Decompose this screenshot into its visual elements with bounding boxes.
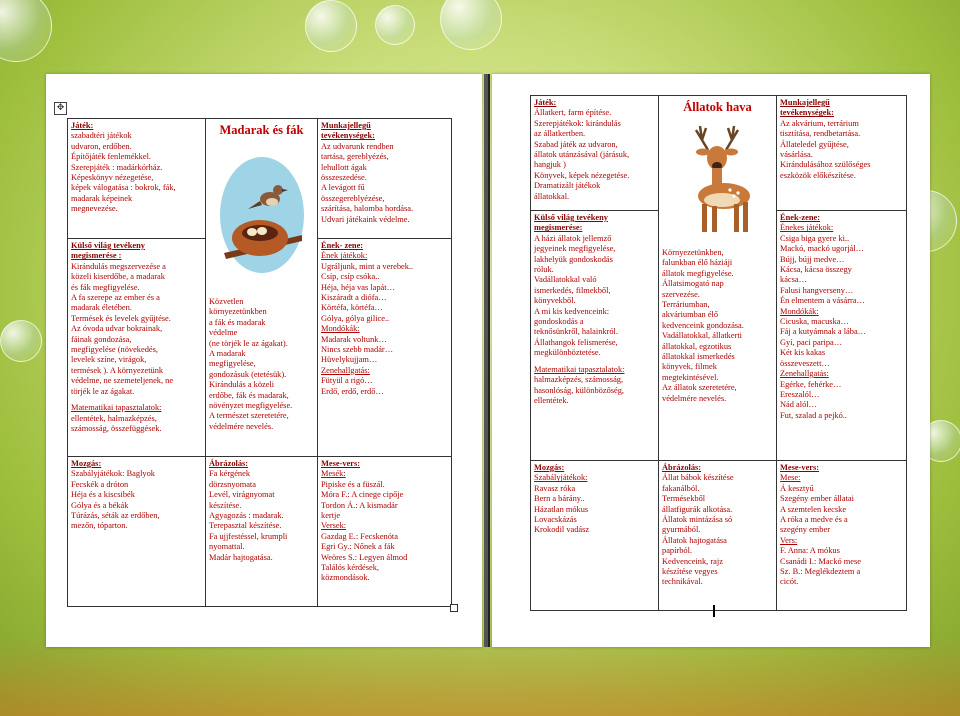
- text-line: készítése.: [209, 500, 242, 510]
- text-line: Ugráljunk, mint a verebek..: [321, 261, 414, 271]
- text-line: Udvari játékaink védelme.: [321, 214, 410, 224]
- bird-nest-illustration: [210, 143, 314, 283]
- subheading: Versek:: [321, 521, 347, 531]
- move-handle-icon[interactable]: ✥: [54, 102, 67, 115]
- text-line: madarak képeinek: [71, 193, 133, 203]
- text-line: jegyeinek megfigyelése,: [534, 244, 616, 254]
- text-line: Fütyül a rigó…: [321, 376, 373, 386]
- text-line: az állatkertben.: [534, 129, 586, 139]
- heading-mozgas: Mozgás:: [71, 459, 102, 468]
- text-line: Gólya és a békák: [71, 500, 129, 510]
- text-line: Ravasz róka: [534, 483, 576, 493]
- text-line: róluk.: [534, 265, 554, 275]
- text-line: lehullott ágak: [321, 162, 367, 172]
- document-page-right[interactable]: [492, 74, 930, 647]
- text-line: ellentétek.: [534, 395, 569, 405]
- cell-abrazolas: [659, 461, 777, 611]
- heading-mese: Mese-vers:: [321, 459, 361, 468]
- subheading-math: Matematikai tapasztalatok:: [534, 364, 625, 374]
- text-line: Kirándulásához szülőséges: [780, 160, 871, 170]
- text-line: falunkban élő háziáji: [662, 258, 733, 268]
- text-line: állatokkal, egzotikus: [662, 341, 732, 351]
- bubble-decoration: [305, 0, 357, 52]
- text-line: megfigyelése (növekedés,: [71, 345, 158, 355]
- text-line: Kácsa, kácsa összegy: [780, 265, 852, 275]
- text-line: Kirándulás megszervezése a: [71, 261, 166, 271]
- text-line: Az udvarunk rendben: [321, 141, 394, 151]
- text-line: Szerepjáték : madárkórház.: [71, 162, 163, 172]
- text-line: összegereblyézése,: [321, 193, 385, 203]
- text-line: Fecskék a dróton: [71, 479, 129, 489]
- text-line: halmazképzés, számosság,: [534, 375, 624, 385]
- text-line: szegény ember: [780, 525, 830, 535]
- text-line: papírból.: [662, 546, 693, 556]
- text-line: Állatsimogató nap: [662, 279, 724, 289]
- text-line: Egri Gy.: Nőnek a fák: [321, 542, 395, 552]
- text-cursor: [713, 605, 715, 617]
- text-line: ellentétek, halmazképzés,: [71, 413, 157, 423]
- cell-munka: [777, 96, 907, 211]
- heading-mese: Mese-vers:: [780, 463, 820, 472]
- text-line: Kedvenceink, rajz: [662, 556, 723, 566]
- text-line: Gólya, gólya gilice..: [321, 313, 390, 323]
- text-line: növényzet megfigyelése.: [209, 401, 293, 411]
- cell-kulso: [531, 211, 659, 461]
- text-line: F. Anna: A mókus: [780, 546, 840, 556]
- text-line: Nád alól…: [780, 400, 817, 410]
- text-line: Csanádi I.: Mackó mese: [780, 556, 861, 566]
- text-line: A fa szerepe az ember és a: [71, 293, 160, 303]
- text-line: Csiga biga gyere ki..: [780, 233, 850, 243]
- document-page-left[interactable]: [46, 74, 482, 647]
- text-line: összeveszett…: [780, 358, 830, 368]
- text-line: képek válogatása : bokrok, fák,: [71, 183, 176, 193]
- text-line: Szerepjátékok: kirándulás: [534, 118, 621, 128]
- text-line: Termések és levelek gyűjtése.: [71, 313, 171, 323]
- text-line: technikával.: [662, 577, 703, 587]
- text-line: Házatlan mókus: [534, 504, 589, 514]
- text-line: hasonlóság, különbözőség,: [534, 385, 625, 395]
- text-line: tartása, gereblyézés,: [321, 152, 389, 162]
- text-line: védelmére nevelés.: [209, 421, 274, 431]
- text-line: lakhelyük gondoskodás: [534, 254, 613, 264]
- text-line: Állat bábok készítése: [662, 473, 734, 483]
- text-line: Móra F.: A cinege cipője: [321, 490, 404, 500]
- text-line: Képeskönyv nézegetése,: [71, 173, 154, 183]
- text-line: Állatok hajtogatása: [662, 535, 727, 545]
- text-line: Agyagozás : madarak.: [209, 511, 284, 521]
- subheading: Vers:: [780, 535, 798, 545]
- text-line: könyvek, filmek: [662, 362, 717, 372]
- subheading: Mese:: [780, 473, 801, 483]
- text-line: Fut, szalad a pejkó..: [780, 410, 847, 420]
- cell-kulso: [68, 239, 206, 457]
- text-line: Fa ujjfestéssel, krumpli: [209, 531, 288, 541]
- text-line: Két kis kakas: [780, 348, 826, 358]
- text-line: Szegény ember állatai: [780, 494, 854, 504]
- text-line: Madár hajtogatása.: [209, 552, 273, 562]
- text-line: kácsa…: [780, 275, 807, 285]
- text-line: Mackó, mackó ugorjál…: [780, 244, 864, 254]
- text-line: tisztítása, rendbetartása.: [780, 129, 861, 139]
- text-line: Pipiske és a füszál.: [321, 479, 385, 489]
- heading-enek: Ének- zene:: [321, 241, 364, 250]
- text-line: Héja és a kiscsibék: [71, 490, 135, 500]
- heading-jatek: Játék:: [71, 121, 94, 130]
- text-line: Krokodil vadász: [534, 525, 590, 535]
- page-divider-line: [488, 74, 490, 647]
- text-line: Csíp, csíp csóka..: [321, 272, 380, 282]
- heading-kulso-2: megismerése:: [534, 223, 583, 233]
- text-line: Vadállatokkal, állatkerti: [662, 331, 742, 341]
- bubble-decoration: [375, 5, 415, 45]
- heading-enek: Ének-zene:: [780, 213, 821, 222]
- text-line: Kiszáradt a diófa…: [321, 293, 387, 303]
- text-line: gondozásuk (etetésük).: [209, 369, 287, 379]
- text-line: állatok utánzásával (járásuk,: [534, 150, 630, 160]
- subheading: Mondókák:: [321, 324, 360, 334]
- text-line: ismerkedés, filmekből,: [534, 285, 611, 295]
- text-line: közeli kiserdőbe, a madarak: [71, 272, 165, 282]
- text-line: kedvenceink gondozása.: [662, 320, 744, 330]
- text-line: Környezetünkben,: [662, 248, 724, 257]
- text-line: Állatkert, farm építése.: [534, 108, 612, 118]
- text-line: gyurmából.: [662, 525, 701, 535]
- text-line: Körtéfa, körtéfa…: [321, 303, 383, 313]
- text-line: Építőjáték fenlemékkel.: [71, 152, 151, 162]
- text-line: mezőn, tóparton.: [71, 521, 128, 531]
- text-line: Állathangok felismerése,: [534, 337, 618, 347]
- text-line: Héja, héja vas lapát…: [321, 282, 395, 292]
- heading-kulso-2: megismerése :: [71, 251, 122, 261]
- text-line: teknősünkről, halainkról.: [534, 327, 618, 337]
- text-line: és fák megfigyelése.: [71, 282, 140, 292]
- text-line: erdőbe, fák és madarak,: [209, 390, 289, 400]
- background-gradient: [0, 640, 960, 716]
- deer-illustration: [672, 120, 764, 238]
- text-line: Az óvoda udvar bokrainak,: [71, 324, 163, 334]
- text-line: Vadállatokkal való: [534, 275, 597, 285]
- page-title: Madarak és fák: [219, 123, 304, 137]
- text-line: Én elmentem a vásárra…: [780, 296, 865, 306]
- text-line: nyomattal.: [209, 542, 245, 552]
- text-line: törjék le az ágakat.: [71, 386, 135, 396]
- cell-center: [659, 96, 777, 461]
- text-line: Az akvárium, terrárium: [780, 118, 859, 128]
- text-line: Terepasztal készítése.: [209, 521, 282, 531]
- subheading: Énekes játékok:: [780, 223, 834, 233]
- text-line: Falusi hangverseny…: [780, 285, 854, 295]
- text-line: A róka a medve és a: [780, 515, 848, 525]
- text-line: vásárlása.: [780, 150, 813, 160]
- text-line: Kirándulás a közeli: [209, 380, 275, 390]
- cell-center: [206, 119, 318, 457]
- text-line: szárítása, halomba hordása.: [321, 204, 414, 214]
- text-line: fáinak gondozása,: [71, 334, 132, 344]
- cell-jatek: [531, 96, 659, 211]
- heading-munka-2: tevékenységek:: [780, 108, 834, 118]
- text-line: Közvetlen: [209, 297, 244, 306]
- text-line: Madarak voltunk…: [321, 334, 387, 344]
- cell-mozgas: [68, 457, 206, 607]
- text-line: megkülönböztetése.: [534, 348, 601, 358]
- text-line: állatokkal ismerkedés: [662, 352, 735, 362]
- plan-table-left: [67, 118, 452, 607]
- text-line: Bern a bárány..: [534, 494, 585, 504]
- resize-handle-icon[interactable]: [450, 604, 458, 612]
- subheading: Zenehallgatás:: [780, 369, 829, 379]
- text-line: közmondások.: [321, 573, 370, 583]
- text-line: megnevezése.: [71, 204, 118, 214]
- text-line: A levágott fű: [321, 183, 365, 193]
- text-line: Erdő, erdő, erdő…: [321, 386, 384, 396]
- text-line: összeszedése.: [321, 173, 367, 183]
- text-line: A madarak: [209, 349, 246, 359]
- text-line: Bújj, bújj medve…: [780, 254, 845, 264]
- text-line: Á kesztyű: [780, 483, 814, 493]
- subheading: Szabályjátékok:: [534, 473, 588, 483]
- text-line: fakanálból.: [662, 483, 700, 493]
- heading-kulso: Külső világ tevékeny: [534, 213, 608, 222]
- text-line: A természet szeretetére,: [209, 411, 289, 421]
- text-line: udvaron, erdőben.: [71, 141, 132, 151]
- text-line: védelme, ne szemeteljenek, ne: [71, 376, 174, 386]
- text-line: állatokkal.: [534, 191, 570, 201]
- text-line: Ereszalól…: [780, 389, 820, 399]
- text-line: készítése vegyes: [662, 567, 718, 577]
- text-line: hangjuk ): [534, 160, 566, 170]
- cell-mozgas: [531, 461, 659, 611]
- heading-kulso: Külső világ tevékeny: [71, 241, 145, 250]
- text-line: Szabad játék az udvaron,: [534, 139, 618, 149]
- text-line: Gazdag E.: Fecskenóta: [321, 531, 398, 541]
- heading-munka: Munkajellegű: [321, 121, 371, 130]
- text-line: Nincs szebb madár…: [321, 345, 394, 355]
- text-line: eszközök előkészítése.: [780, 170, 856, 180]
- heading-munka: Munkajellegű: [780, 98, 830, 107]
- bubble-decoration: [0, 0, 52, 62]
- text-line: Dramatizált játékok: [534, 181, 601, 191]
- text-line: Hüvelykujjam…: [321, 355, 378, 365]
- subheading-math: Matematikai tapasztalatok:: [71, 403, 162, 413]
- subheading: Zenehallgatás:: [321, 365, 370, 375]
- text-line: dörzsnyomata: [209, 479, 256, 489]
- text-line: termések ). A környezetünk: [71, 365, 164, 375]
- text-line: madarak életében.: [71, 303, 132, 313]
- text-line: Termésekből: [662, 494, 706, 504]
- bubble-decoration: [440, 0, 502, 50]
- heading-jatek: Játék:: [534, 98, 557, 107]
- heading-abrazolas: Ábrázolás:: [209, 459, 249, 468]
- text-line: Szabályjátékok: Baglyok: [71, 469, 155, 479]
- page-title: Állatok hava: [683, 100, 752, 114]
- text-line: állatok megfigyelése.: [662, 268, 734, 278]
- text-line: Állatok mintázása só: [662, 515, 733, 525]
- subheading: Mondókák:: [780, 306, 819, 316]
- cell-abrazolas: [206, 457, 318, 607]
- cell-munka: [318, 119, 452, 239]
- text-line: Gyí, paci paripa…: [780, 337, 843, 347]
- text-line: Fáj a kutyámnak a lába…: [780, 327, 867, 337]
- text-line: Weöres S.: Legyen álmod: [321, 552, 408, 562]
- cell-enek: [777, 211, 907, 461]
- text-line: szervezése.: [662, 289, 700, 299]
- text-line: Egérke, fehérke…: [780, 379, 842, 389]
- text-line: a fák és madarak: [209, 317, 266, 327]
- text-line: szabadtéri játékok: [71, 131, 132, 141]
- subheading: Ének játékok:: [321, 251, 368, 261]
- text-line: megfigyelése,: [209, 359, 256, 369]
- text-line: Az állatok szeretetére,: [662, 383, 737, 393]
- text-line: A házi állatok jellemző: [534, 233, 612, 243]
- text-line: kertje: [321, 511, 341, 521]
- text-line: megtekintésével.: [662, 372, 719, 382]
- text-line: A mi kis kedvenceink:: [534, 306, 610, 316]
- plan-table-right: [530, 95, 907, 611]
- text-line: A szemtelen kecske: [780, 504, 847, 514]
- text-line: (ne törjék le az ágakat).: [209, 338, 288, 348]
- bubble-decoration: [0, 320, 42, 362]
- text-line: levelek színe, virágok,: [71, 355, 147, 365]
- text-line: Sz. B.: Meglékdeztem a: [780, 567, 861, 577]
- text-line: könyvekből.: [534, 296, 576, 306]
- text-line: Állateledel gyűjtése,: [780, 139, 849, 149]
- text-line: Könyvek, képek nézegetése.: [534, 170, 630, 180]
- text-line: környezetünkben: [209, 307, 267, 317]
- heading-mozgas: Mozgás:: [534, 463, 565, 472]
- text-line: akváriumban élő: [662, 310, 719, 320]
- cell-mese: [318, 457, 452, 607]
- text-line: Fa kérgének: [209, 469, 251, 479]
- text-line: gondoskodás a: [534, 317, 584, 327]
- cell-jatek: [68, 119, 206, 239]
- text-line: védelme: [209, 328, 238, 338]
- text-line: állatfigurák alkotása.: [662, 504, 733, 514]
- text-line: cicót.: [780, 577, 799, 587]
- text-line: védelmére nevelés.: [662, 393, 727, 403]
- heading-munka-2: tevékenységek:: [321, 131, 375, 141]
- text-line: Lovacskázás: [534, 515, 577, 525]
- heading-abrazolas: Ábrázolás:: [662, 463, 702, 472]
- subheading: Mesék:: [321, 469, 346, 479]
- text-line: Terráriumban,: [662, 300, 710, 310]
- cell-mese: [777, 461, 907, 611]
- text-line: Túrázás, séták az erdőben,: [71, 511, 160, 521]
- cell-enek: [318, 239, 452, 457]
- text-line: Találós kérdések,: [321, 563, 380, 573]
- text-line: számosság, összefüggések.: [71, 423, 162, 433]
- text-line: Cicuska, macuska…: [780, 317, 849, 327]
- text-line: Tordon Á.: A kismadár: [321, 500, 398, 510]
- text-line: Levél, virágnyomat: [209, 490, 275, 500]
